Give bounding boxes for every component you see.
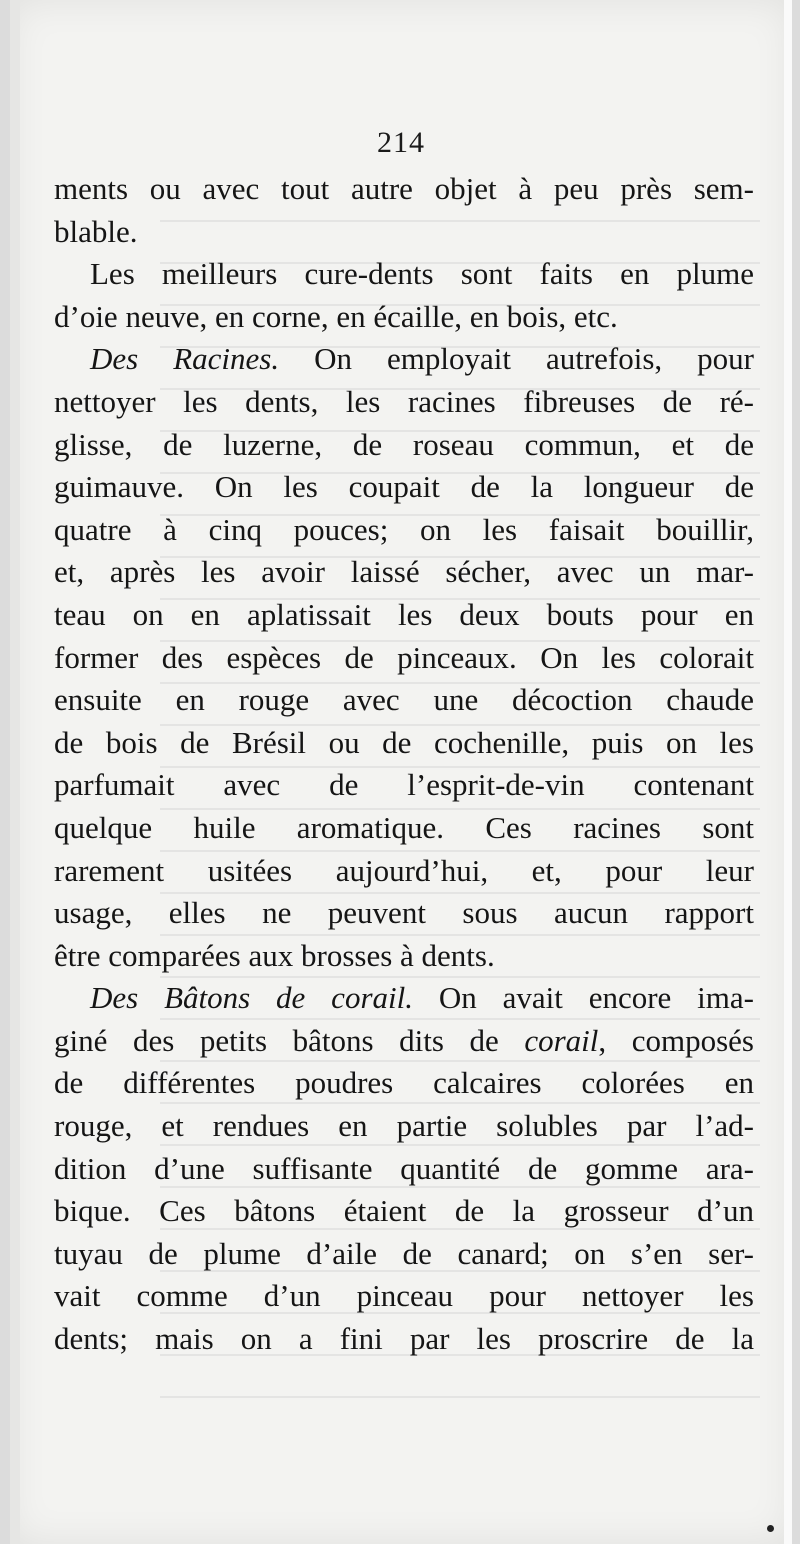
text-line: dents; mais on a fini par les proscrire de la (54, 1321, 754, 1357)
text-line: quatre à cinq pouces; on les faisait bouillir, (54, 511, 754, 547)
text-line: tuyau de plume d’aile de canard; on s’en ser- (54, 1235, 754, 1271)
line-text: , composés (598, 1022, 754, 1058)
text-line: dition d’une suffisante quantité de gomme ara- (54, 1150, 754, 1186)
line-text: giné des petits bâtons dits de (54, 1022, 525, 1058)
text-line (54, 338, 754, 381)
line-text: On employait autrefois, pour (279, 341, 754, 377)
text-line: ensuite en rouge avec une décoction chaude (54, 682, 754, 718)
page-right-edge (784, 0, 792, 1544)
ink-spot (767, 1525, 774, 1532)
body-text (54, 168, 754, 1361)
text-line: teau on en aplatissait les deux bouts pour en (54, 596, 754, 632)
text-line: former des espèces de pinceaux. On les colorait (54, 639, 754, 675)
text-line: usage, elles ne peuvent sous aucun rapport (54, 895, 754, 931)
text-line: et, après les avoir laissé sécher, avec un mar- (54, 554, 754, 590)
text-line: ments ou avec tout autre objet à peu près sem- (54, 171, 754, 206)
text-line: parfumait avec de l’esprit-de-vin contenant (54, 767, 754, 803)
text-line: d’oie neuve, en corne, en écaille, en bois, etc. (54, 298, 618, 334)
section-heading-italic: Des Racines. (90, 341, 280, 377)
text-line: de bois de Brésil ou de cochenille, puis on les (54, 724, 754, 760)
text-line: quelque huile aromatique. Ces racines sont (54, 809, 754, 845)
text-line: de différentes poudres calcaires colorées en (54, 1065, 754, 1101)
italic-term: corail (524, 1022, 599, 1058)
text-line: blable. (54, 213, 138, 249)
book-page (10, 0, 792, 1544)
text-line: bique. Ces bâtons étaient de la grosseur d’un (54, 1193, 754, 1229)
text-line: glisse, de luzerne, de roseau commun, et de (54, 426, 754, 462)
text-line: être comparées aux brosses à dents. (54, 937, 495, 973)
text-line: rouge, et rendues en partie solubles par l’ad- (54, 1108, 754, 1144)
line-text: On avait encore ima- (412, 980, 754, 1016)
text-line (54, 1020, 754, 1063)
page-number: 214 (377, 126, 425, 159)
text-line: vait comme d’un pinceau pour nettoyer les (54, 1278, 754, 1314)
text-line: Les meilleurs cure-dents sont faits en plume (90, 256, 754, 292)
text-line: nettoyer les dents, les racines fibreuses de ré- (54, 383, 754, 419)
text-line: rarement usitées aujourd’hui, et, pour leur (54, 852, 754, 888)
section-heading-italic: Des Bâtons de corail. (90, 980, 413, 1016)
text-line (54, 977, 754, 1020)
page-left-edge (10, 0, 20, 1544)
text-line: guimauve. On les coupait de la longueur de (54, 469, 754, 505)
